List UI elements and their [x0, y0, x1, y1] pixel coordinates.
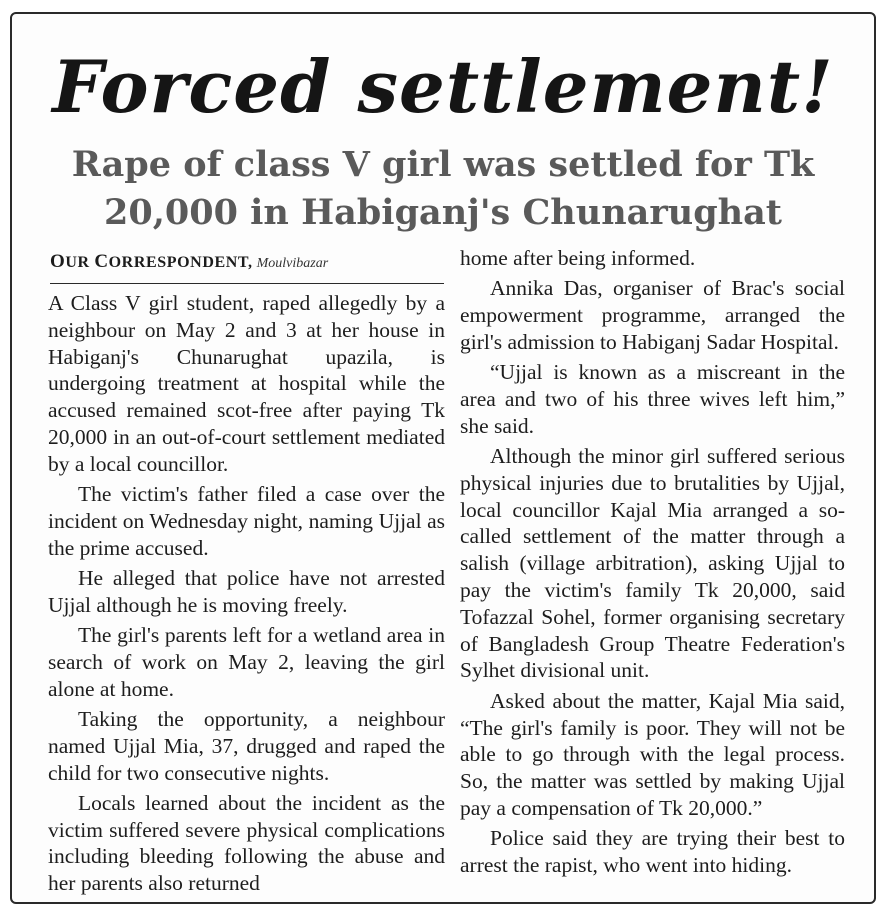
news-clipping — [10, 12, 876, 904]
subheadline: Rape of class V girl was settled for Tk 20,000 in Habiganj's Chunarughat — [71, 144, 815, 233]
byline — [50, 251, 444, 284]
article-paragraph: “Ujjal is known as a miscreant in the area and two of his three wives left him,” she said. — [460, 360, 845, 438]
byline-initial-2: C — [94, 251, 109, 272]
article-paragraph: The girl's parents left for a wetland area in search of work on May 2, leaving the girl alone at home. — [48, 623, 445, 701]
byline-word-1: UR — [65, 254, 90, 271]
byline-initial-1: O — [50, 251, 66, 272]
article-paragraph: Police said they are trying their best to arrest the rapist, who went into hiding. — [460, 826, 845, 878]
article-paragraph: A Class V girl student, raped allegedly by a neighbour on May 2 and 3 at her house in Habiganj's Chunarughat upazila, is undergoing treatment at hospital while the accused remained scot-free after paying Tk 20,000 in an out-of-court settlement mediated by a local councillor. — [48, 291, 445, 476]
article-paragraph: He alleged that police have not arrested Ujjal although he is moving freely. — [48, 565, 445, 617]
article-paragraph: Annika Das, organiser of Brac's social empowerment programme, arranged the girl's admission to Habiganj Sadar Hospital. — [460, 276, 845, 354]
article-column-left — [48, 290, 445, 901]
byline-location: Moulvibazar — [256, 256, 329, 271]
article-paragraph: Asked about the matter, Kajal Mia said, “The girl's family is poor. They will not be able to go through with the legal process. So, the matter was settled by making Ujjal pay a compensation of Tk 20,000.” — [460, 688, 845, 820]
article-column-right — [460, 245, 845, 882]
headline: Forced settlement! — [52, 44, 834, 129]
article-paragraph: Locals learned about the incident as the victim suffered severe physical complications including bleeding following the abuse and her parents also returned — [48, 790, 445, 896]
article-paragraph: Although the minor girl suffered serious physical injuries due to brutalities by Ujjal, local councillor Kajal Mia arranged a so-called settlement of the matter through a salish (village arbitration), asking Ujjal to pay the victim's family Tk 20,000, said Tofazzal Sohel, former organising secretary of Bangladesh Group Theatre Federation's Sylhet divisional unit. — [460, 444, 845, 683]
byline-word-2: ORRESPONDENT, — [108, 254, 253, 271]
article-paragraph: home after being informed. — [460, 246, 696, 270]
byline-author — [50, 251, 253, 272]
article-paragraph: Taking the opportunity, a neighbour named Ujjal Mia, 37, drugged and raped the child for two consecutive nights. — [48, 706, 445, 785]
article-paragraph: The victim's father filed a case over the incident on Wednesday night, naming Ujjal as the prime accused. — [48, 482, 445, 560]
